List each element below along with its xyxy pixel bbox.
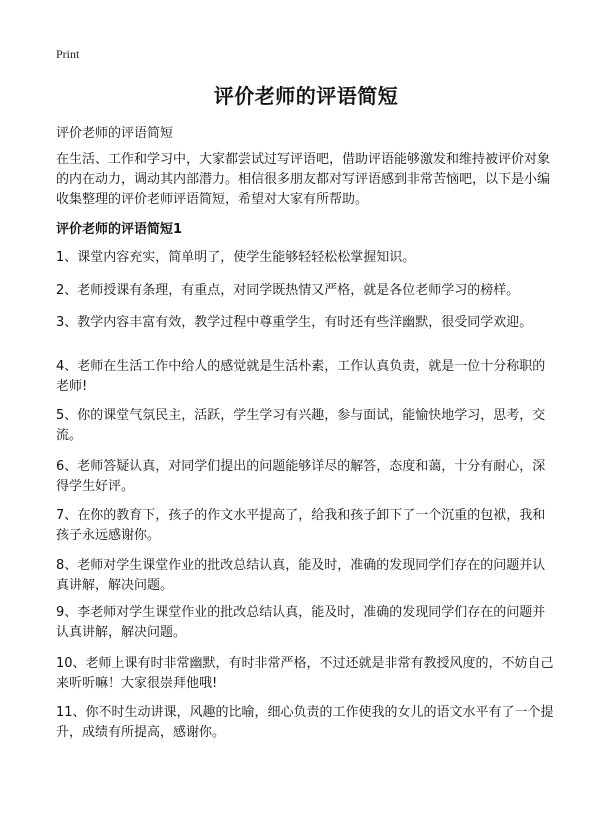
- list-item: 10、老师上课有时非常幽默，有时非常严格，不过还就是非常有教授风度的，不妨自己来听听嘛！大家很崇拜他哦!: [56, 656, 554, 691]
- intro-paragraph: 在生活、工作和学习中，大家都尝试过写评语吧，借助评语能够激发和维持被评价对象的内在动力，调动其内部潜力。相信很多朋友都对写评语感到非常苦恼吧，以下是小编收集整理的评价老师评语简短，希望对大家有所帮助。: [56, 152, 551, 207]
- document-subtitle: 评价老师的评语简短: [56, 126, 174, 141]
- list-item: 7、在你的教育下，孩子的作文水平提高了，给我和孩子卸下了一个沉重的包袱，我和孩子永远感谢你。: [56, 508, 546, 543]
- list-item: 4、老师在生活工作中给人的感觉就是生活朴素，工作认真负责，就是一位十分称职的老师!: [56, 359, 546, 394]
- list-item: 6、老师答疑认真，对同学们提出的问题能够详尽的解答，态度和蔼，十分有耐心，深得学生好评。: [56, 459, 546, 494]
- list-item: 9、李老师对学生课堂作业的批改总结认真，能及时，准确的发现同学们存在的问题并认真讲解，解决问题。: [56, 605, 546, 640]
- section-heading: 评价老师的评语简短1: [56, 222, 183, 237]
- list-item: 5、你的课堂气氛民主，活跃，学生学习有兴趣，参与面试，能愉快地学习，思考，交流。: [56, 408, 546, 443]
- page-title: 评价老师的评语简短: [213, 84, 399, 108]
- list-item: 8、老师对学生课堂作业的批改总结认真，能及时，准确的发现同学们存在的问题并认真讲解，解决问题。: [56, 558, 546, 593]
- list-item: 11、你不时生动讲课，风趣的比喻，细心负责的工作使我的女儿的语文水平有了一个提升，成绩有所提高，感谢你。: [56, 705, 554, 740]
- print-label: Print: [56, 47, 80, 61]
- list-item: 3、教学内容丰富有效，教学过程中尊重学生，有时还有些洋幽默，很受同学欢迎。: [56, 315, 533, 330]
- list-item: 2、老师授课有条理，有重点，对同学既热情又严格，就是各位老师学习的榜样。: [56, 283, 520, 298]
- list-item: 1、课堂内容充实，简单明了，使学生能够轻轻松松掌握知识。: [56, 250, 416, 265]
